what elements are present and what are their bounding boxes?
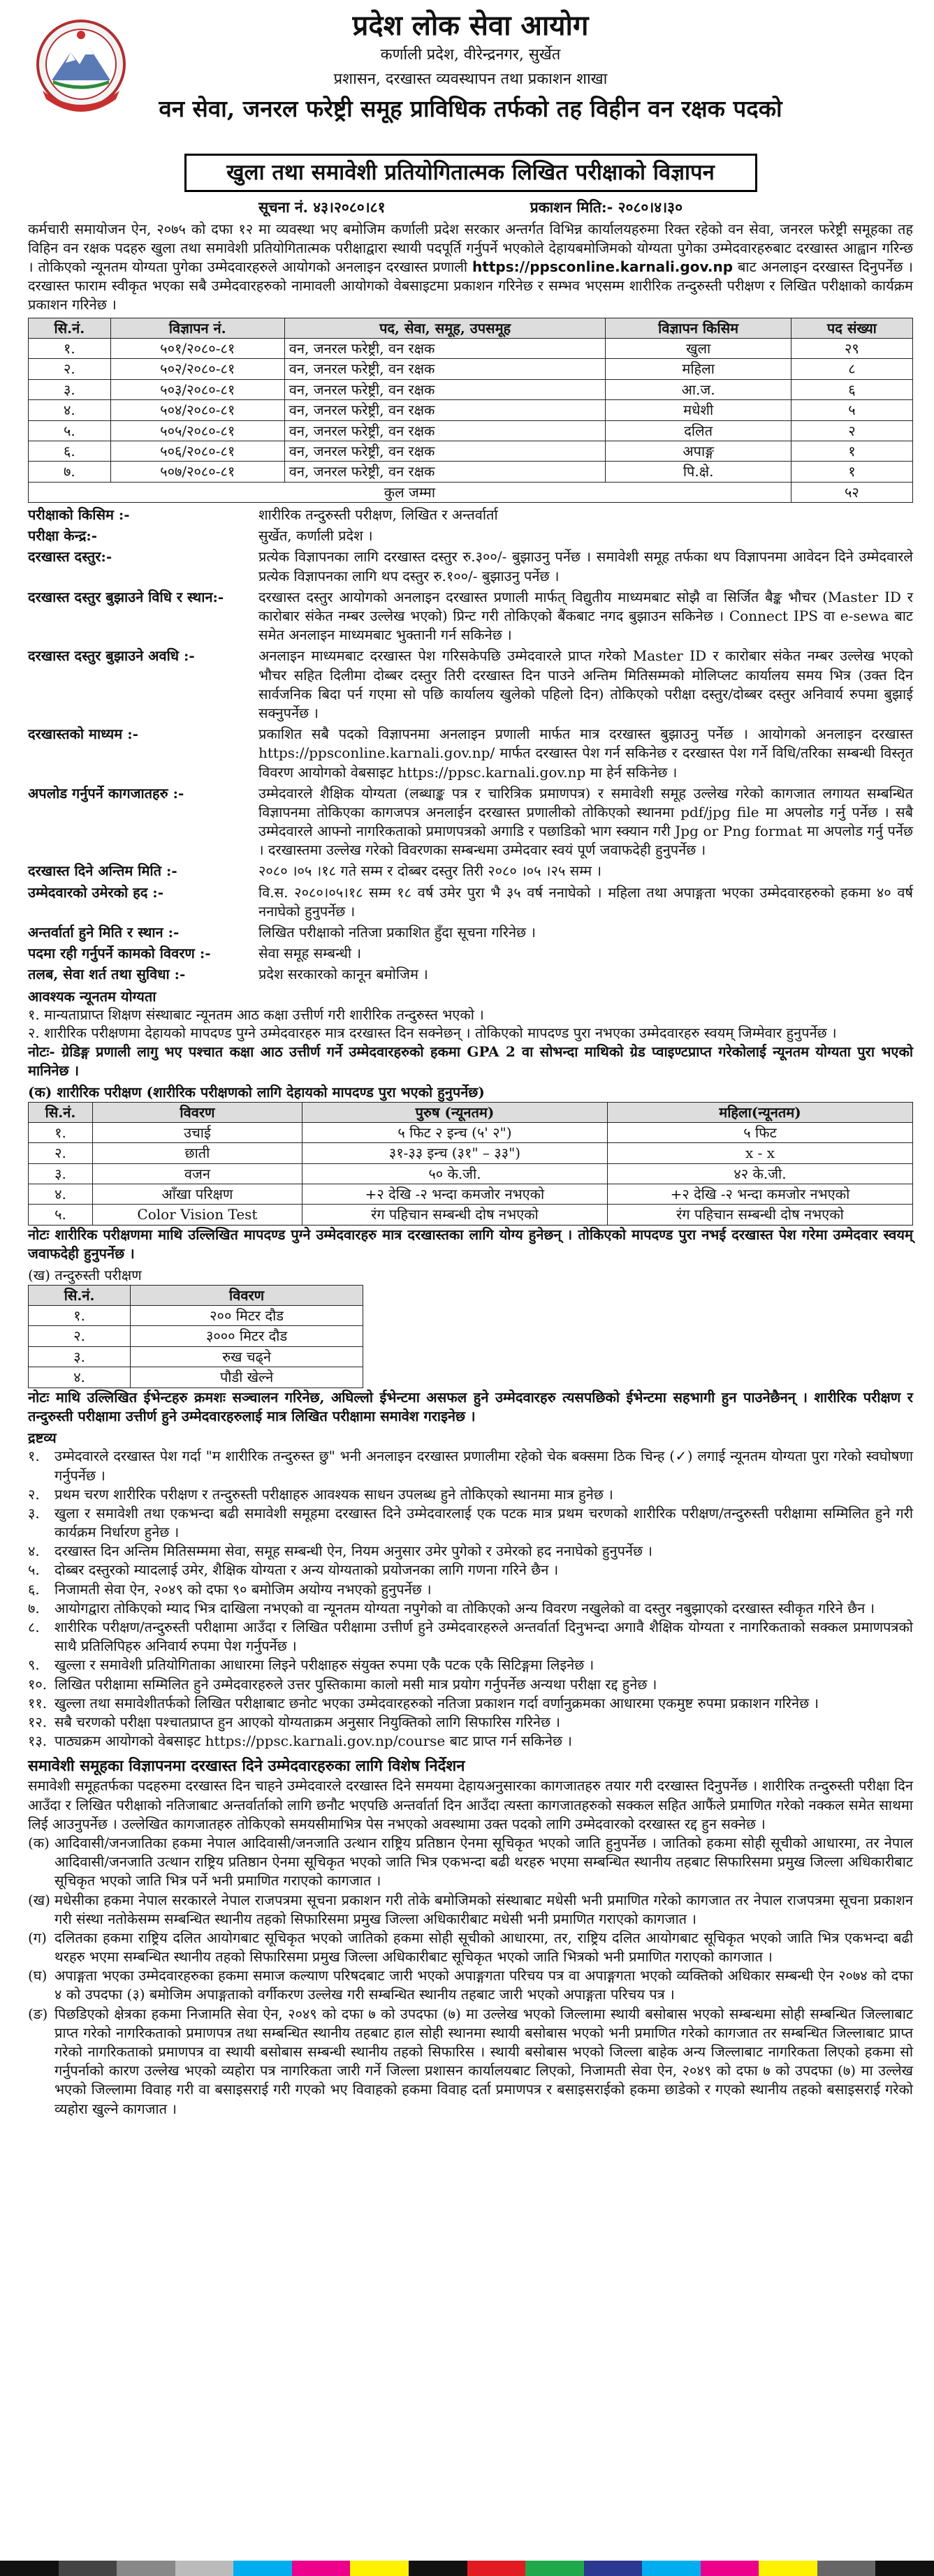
- detail-row: [28, 923, 913, 942]
- detail-label: तलब, सेवा शर्त तथा सुविधा :-: [28, 966, 186, 983]
- detail-label: अन्तर्वार्ता हुने मिति र स्थान :-: [28, 924, 180, 941]
- table-row: [29, 1163, 913, 1184]
- detail-value: लिखित परीक्षाको नतिजा प्रकाशित हुँदा सूचना गरिनेछ ।: [258, 924, 537, 941]
- table-cell: १: [791, 462, 912, 482]
- table-cell: ४.: [29, 400, 111, 420]
- table-cell: आ.ज.: [606, 379, 791, 399]
- table-row: [29, 1346, 363, 1367]
- details-list: [28, 506, 913, 985]
- table-row: [29, 1326, 363, 1346]
- intro-text-2: बाट अनलाइन दरखास्त दिनुपर्नेछ । दरखास्त फाराम स्वीकृत भएका सबै उम्मेदवारहरुको नामावली आयोगको वेबसाइटमा प्रकाशन गरिनेछ र सम्भव भएसम्म शारीरिक तन्दुरुस्ती परीक्षण र लिखित परीक्षाको कार्यक्रम प्रकाशन गरिनेछ ।: [28, 258, 914, 314]
- list-text: खुल्ला र समावेशी प्रतियोगिताका आधारमा लिइने परीक्षाहरु संयुक्त रुपमा एकै पटक एकै सिटिङ्गमा लिइनेछ ।: [54, 1656, 594, 1674]
- table-row: [29, 462, 913, 482]
- table-cell: ३.: [29, 1163, 93, 1184]
- list-text: शारीरिक परीक्षण/तन्दुरुस्ती परीक्षामा आउँदा र लिखित परीक्षामा उत्तीर्ण हुने उम्मेदवारहरुले अन्तर्वार्ता दिनुभन्दा अगावै शैक्षिक योग्यता र नागरिकताको सक्कल प्रमाणपत्रको साथै प्रतिलिपिहरु अनिवार्य रुपमा पेश गर्नुपर्नेछ ।: [54, 1619, 913, 1655]
- table-row: [29, 379, 913, 399]
- list-text: प्रथम चरण शारीरिक परीक्षण र तन्दुरुस्ती परीक्षाहरु आवश्यक साधन उपलब्ध हुने तोकिएको स्थानमा मात्र हुनेछ ।: [54, 1485, 613, 1503]
- detail-row: [28, 965, 913, 984]
- table-cell: रंग पहिचान सम्बन्धी दोष नभएको: [302, 1205, 607, 1225]
- table-cell: Color Vision Test: [92, 1205, 302, 1225]
- list-text: सबै चरणको परीक्षा पश्चातप्राप्त हुन आएको योग्यताक्रम अनुसार नियुक्तिको लागि सिफारिस गरिनेछ ।: [54, 1713, 560, 1730]
- table-cell: ३१-३३ इन्च (३१" – ३३"): [302, 1143, 607, 1163]
- detail-row: [28, 944, 913, 963]
- table-row: [29, 338, 913, 358]
- list-text: उम्मेदवारले दरखास्त पेश गर्दा "म शारीरिक तन्दुरुस्त छु" भनी अनलाइन दरखास्त प्रणालीमा रहेको चेक बक्समा ठिक चिन्ह (✓) लगाई न्यूनतम योग्यता पुरा गरेको स्वघोषणा गर्नुपर्नेछ ।: [54, 1448, 913, 1484]
- list-number: ३.: [28, 1504, 40, 1522]
- detail-row: [28, 725, 913, 782]
- column-header: सि.नं.: [29, 1102, 93, 1122]
- table-cell: वजन: [92, 1163, 302, 1184]
- detail-label: दरखास्त दस्तुर बुझाउने अवधि :-: [28, 647, 195, 665]
- table-cell: २.: [29, 359, 111, 379]
- detail-value: प्रकाशित सबै पदको विज्ञापनमा अनलाइन प्रणाली मार्फत मात्र दरखास्त बुझाउनु पर्नेछ । आयोगको अनलाइन दरखास्त https://ppsconline.karnali.gov.np/ मार्फत दरखास्त पेश गर्न सकिनेछ र दरखास्त पेश गर्ने विधि/तरिका सम्बन्धी विस्तृत विवरण आयोगको वेबसाइट https://ppsc.karnali.gov.np मा हेर्न सकिनेछ ।: [258, 726, 913, 781]
- list-number: (क): [28, 1834, 50, 1851]
- list-number: १.: [28, 1448, 40, 1465]
- table-cell: ४.: [29, 1184, 93, 1205]
- list-number: (ख): [28, 1891, 50, 1908]
- column-header: विज्ञापन नं.: [110, 318, 284, 338]
- table-cell: ५: [791, 400, 912, 420]
- table-row: [29, 1306, 363, 1326]
- table-cell: १: [791, 441, 912, 461]
- list-item: [28, 1485, 913, 1504]
- table-cell: २.: [29, 1143, 93, 1163]
- table-row: [29, 400, 913, 420]
- list-text: पिछडिएको क्षेत्रका हकमा निजामति सेवा ऐन, २०४९ को दफा ७ को उपदफा (७) मा उल्लेख भएको जिल्लामा स्थायी बसोबास भएको सम्बन्धमा सोही सम्बन्धित जिल्लाबाट प्राप्त गरेको नागरिकताको प्रमाणपत्र तथा सम्बन्धित स्थानीय तहबाट हाल सोही स्थानमा स्थायी बसोबास भएको भनी प्रमाणित गरेको कागजात तर सम्बन्धित जिल्लाबाट प्राप्त गरेको नागरिकताको प्रमाणपत्र वा स्थायी बसोबास सम्बन्धी स्थानीय तहको सिफारिस । स्थायी बसोबास भएको जिल्ला बाहेक अन्य जिल्लाबाट नागरिकता लिएको हकमा सो गर्नुपर्नाको कारण उल्लेख भएको व्यहोरा पत्र नागरिकता जारी गर्ने जिल्ला प्रशासन कार्यालयबाट लिएको, निजामती सेवा ऐन, २०४९ को दफा ७ को उपदफा (७) मा उल्लेख भएको जिल्लामा विवाह गरी वा बसाइसराई गरी गएको भए विवाहको हकमा विवाह दर्ता प्रमाणपत्र र बसाइसराईको हकमा छाडेको र गएको स्थानीय तहको बसाइसराई गरेको व्यहोरा खुल्ने कागजात ।: [54, 2005, 913, 2117]
- table-cell: वन, जनरल फरेष्ट्री, वन रक्षक: [284, 420, 606, 441]
- list-text: पाठ्यक्रम आयोगको वेबसाइट https://ppsc.karnali.gov.np/course बाट प्राप्त गर्न सकिनेछ ।: [54, 1732, 572, 1750]
- detail-value: सेवा समूह सम्बन्धी ।: [258, 945, 362, 962]
- list-number: १०.: [28, 1675, 48, 1693]
- intro-text: कर्मचारी समायोजन ऐन, २०७५ को दफा १२ मा व्यवस्था भए बमोजिम कर्णाली प्रदेश सरकार अन्तर्गत विभिन्न कार्यालयहरुमा रिक्त रहेको वन सेवा, जनरल फरेष्ट्री समूहका तह विहिन वन रक्षक पदहरु खुला तथा समावेशी प्रतियोगितात्मक परीक्षाद्वारा स्थायी पदपूर्ति गर्नुपर्ने भएकोले देहायबमोजिमको योग्यता पुगेका उम्मेदवारहरुबाट दरखास्त आह्वान गरिन्छ । तोकिएको न्यूनतम योग्यता पुगेका उम्मेदवारहरुले आयोगको अनलाइन दरखास्त प्रणाली: [28, 220, 913, 275]
- table-cell: अपाङ्ग: [606, 441, 791, 461]
- detail-label: उम्मेदवारको उमेरको हद :-: [28, 883, 163, 901]
- min-qualification-title: आवश्यक न्यूनतम योग्यता: [28, 987, 156, 1005]
- list-text: निजामती सेवा ऐन, २०४९ को दफा ९० बमोजिम अयोग्य नभएको हुनुपर्नेछ ।: [54, 1580, 432, 1598]
- list-text: दरखास्त दिन अन्तिम मितिसम्ममा सेवा, समूह सम्बन्धी ऐन, नियम अनुसार उमेर पुगेको र उमेरको हद ननाघेको हुनुपर्नेछ ।: [54, 1543, 652, 1560]
- list-item: [28, 1504, 913, 1542]
- table-row: [29, 420, 913, 441]
- publication-date: प्रकाशन मिति:- २०८०।४।३०: [530, 198, 683, 216]
- detail-value: सुर्खेत, कर्णाली प्रदेश ।: [258, 527, 373, 545]
- branch-name: प्रशासन, दरखास्त व्यवस्थापन तथा प्रकाशन शाखा: [333, 71, 608, 89]
- list-item: [28, 1599, 913, 1618]
- table-cell: ५ फिट: [607, 1122, 912, 1142]
- fitness-test-table: [28, 1285, 363, 1388]
- list-text: खुला र समावेशी तथा एकभन्दा बढी समावेशी समूहमा दरखास्त दिने उम्मेदवारलाई एक पटक मात्र प्रथम चरणको शारीरिक परीक्षण/तन्दुरुस्ती परीक्षामा सम्मिलित हुने गरी कार्यक्रम निर्धारण हुनेछ ।: [54, 1504, 913, 1541]
- table-cell: ५०१/२०८०-८१: [110, 338, 284, 358]
- table-cell: ३.: [29, 1346, 131, 1367]
- table-cell: ५०५/२०८०-८१: [110, 420, 284, 441]
- detail-label: दरखास्तको माध्यम :-: [28, 726, 138, 743]
- qualification-item: २. शारीरिक परीक्षणमा देहायको मापदण्ड पुग्ने उम्मेदवारहरु मात्र दरखास्त दिन सक्नेछन् । तोकिएको मापदण्ड पुरा नभएका उम्मेदवारहरु स्वयम् जिम्मेवार हुनुपर्नेछ ।: [28, 1024, 837, 1042]
- detail-row: [28, 588, 913, 645]
- detail-label: दरखास्त दिने अन्तिम मिति :-: [28, 862, 177, 880]
- table-cell: दलित: [606, 420, 791, 441]
- list-text: अपाङ्गता भएका उम्मेदवारहरुका हकमा समाज कल्याण परिषदबाट जारी भएको अपाङ्गगता परिचय पत्र वा अपाङ्गगता भएको व्यक्तिको अधिकार सम्बन्धी ऐन २०७४ को दफा ४ को उपदफा (३) बमोजिम अपाङ्गताको वर्गीकरण उल्लेख गरी सम्बन्धित स्थानीय तहबाट जारी भएको अपाङ्गता परिचय पत्र ।: [54, 1967, 913, 2003]
- detail-value: दरखास्त दस्तुर आयोगको अनलाइन दरखास्त प्रणाली मार्फत् विद्युतीय माध्यमबाट सोझै वा सिर्जित बैङ्क भौचर (Master ID र कारोबार संकेत नम्बर उल्लेख भएको) प्रिन्ट गरी तोकिएको बैंकबाट नगद बुझाउन सकिनेछ । Connect IPS वा e-sewa बाट समेत अनलाइन माध्यमबाट भुक्तानी गर्न सकिनेछ ।: [258, 588, 913, 644]
- column-header: विवरण: [92, 1102, 302, 1122]
- list-number: १३.: [28, 1732, 48, 1750]
- table-cell: x - x: [607, 1143, 912, 1163]
- list-item: [28, 2005, 913, 2119]
- physical-test-title: (क) शारीरिक परीक्षण (शारीरिक परीक्षणको लागि देहायको मापदण्ड पुरा भएको हुनुपर्नेछ): [28, 1084, 485, 1101]
- table-row: [29, 1184, 913, 1205]
- list-text: मधेसीका हकमा नेपाल सरकारले नेपाल राजपत्रमा सूचना प्रकाशन गरी तोके बमोजिमको संस्थाबाट मधेसी भनी प्रमाणित गरेको कागजात तर नेपाल राजपत्रमा सूचना प्रकाशन गरी संस्था नतोकेसम्म सम्बन्धित स्थानीय तहको सिफारिसमा प्रमुख जिल्ला अधिकारीबाट मधेसी भनी प्रमाणित गराएको कागजात ।: [54, 1891, 913, 1927]
- detail-row: [28, 784, 913, 860]
- advertisement-banner: खुला तथा समावेशी प्रतियोगितात्मक लिखित परीक्षाको विज्ञापन: [184, 154, 757, 192]
- detail-value: अनलाइन माध्यमबाट दरखास्त पेश गरिसकेपछि उम्मेदवारले प्राप्त गरेको Master ID र कारोबार संकेत नम्बर उल्लेख भएको भौचर सहित दिलीमा दोब्बर दस्तुर तिरी दरखास्त दिन पाउने अन्तिम मितिसम्मको मोलिप्लट कार्यालय समय भित्र (उक्त दिन सार्वजनिक बिदा पर्न गएमा सो पछि कार्यालय खुलेको पहिलो दिन) तोकिएको परीक्षा दस्तुर/दोब्बर दस्तुर अनिवार्य रुपमा बुझाई सक्नुपर्नेछ ।: [258, 647, 913, 721]
- table-row: [29, 1122, 913, 1142]
- detail-value: वि.स. २०८०।०५।१८ सम्म १८ वर्ष उमेर पुरा भै ३५ वर्ष ननाघेको । महिला तथा अपाङ्गता भएका उम्मेदवारहरुको हकमा ४० वर्ष ननाघेको हुनुपर्नेछ ।: [258, 883, 913, 920]
- table-cell: पि.क्षे.: [606, 462, 791, 482]
- table-cell: ५०२/२०८०-८१: [110, 359, 284, 379]
- total-value: ५२: [791, 482, 912, 502]
- min-qualification-note: नोटः- ग्रेडिङ्ग प्रणाली लागु भए पश्चात कक्षा आठ उत्तीर्ण गर्ने उम्मेदवारहरुको हकमा GPA 2 वा सोभन्दा माथिको ग्रेड प्वाइण्टप्राप्त गरेकोलाई न्यूनतम योग्यता पुरा भएको मानिनेछ ।: [28, 1043, 913, 1079]
- total-row: [29, 482, 913, 502]
- header: [28, 10, 913, 149]
- list-item: [28, 1656, 913, 1675]
- table-cell: वन, जनरल फरेष्ट्री, वन रक्षक: [284, 379, 606, 399]
- table-cell: ६: [791, 379, 912, 399]
- table-cell: ७.: [29, 462, 111, 482]
- list-text: लिखित परीक्षामा सम्मिलित हुने उम्मेदवारहरुले उत्तर पुस्तिकामा कालो मसी मात्र प्रयोग गर्नुपर्नेछ अन्यथा परीक्षा रद्द हुनेछ ।: [54, 1675, 657, 1693]
- table-cell: ४.: [29, 1367, 131, 1388]
- table-cell: छाती: [92, 1143, 302, 1163]
- list-item: [28, 1929, 913, 1966]
- vacancy-table: [28, 318, 913, 503]
- table-cell: २०० मिटर दौड: [131, 1306, 363, 1326]
- list-text: खुल्ला तथा समावेशीतर्फको लिखित परीक्षाबाट छनोट भएका उम्मेदवारहरुको नतिजा प्रकाशन गर्दा वर्णानुक्रमका आधारमा एकमुष्ट रुपमा प्रकाशन गरिनेछ ।: [54, 1694, 819, 1712]
- table-cell: वन, जनरल फरेष्ट्री, वन रक्षक: [284, 441, 606, 461]
- column-header: पद, सेवा, समूह, उपसमूह: [284, 318, 606, 338]
- list-item: [28, 1618, 913, 1656]
- table-cell: ५.: [29, 420, 111, 441]
- list-item: [28, 1675, 913, 1694]
- detail-value: शारीरिक तन्दुरुस्ती परीक्षण, लिखित र अन्तर्वार्ता: [258, 506, 498, 524]
- table-row: [29, 1143, 913, 1163]
- table-cell: ५.: [29, 1205, 93, 1225]
- list-item: [28, 1542, 913, 1561]
- column-header: विज्ञापन किसिम: [606, 318, 791, 338]
- list-number: ९.: [28, 1656, 40, 1674]
- table-cell: +२ देखि -२ भन्दा कमजोर नभएको: [607, 1184, 912, 1205]
- notice-number: सूचना नं. ४३।२०८०।८१: [258, 198, 386, 216]
- table-cell: १.: [29, 1122, 93, 1142]
- table-cell: १.: [29, 1306, 131, 1326]
- table-cell: ५०७/२०८०-८१: [110, 462, 284, 482]
- list-item: [28, 1732, 913, 1751]
- table-cell: ५०६/२०८०-८१: [110, 441, 284, 461]
- column-header: पद संख्या: [791, 318, 912, 338]
- list-number: (ङ): [28, 2005, 48, 2022]
- list-number: ५.: [28, 1561, 40, 1579]
- column-header: पुरुष (न्यूनतम): [302, 1102, 607, 1122]
- detail-row: [28, 883, 913, 921]
- table-cell: उचाई: [92, 1122, 302, 1142]
- list-number: (ग): [28, 1929, 47, 1946]
- table-cell: वन, जनरल फरेष्ट्री, वन रक्षक: [284, 462, 606, 482]
- table-cell: ५० के.जी.: [302, 1163, 607, 1184]
- table-cell: ५०४/२०८०-८१: [110, 400, 284, 420]
- table-cell: मधेशी: [606, 400, 791, 420]
- table-cell: वन, जनरल फरेष्ट्री, वन रक्षक: [284, 359, 606, 379]
- table-cell: वन, जनरल फरेष्ट्री, वन रक्षक: [284, 338, 606, 358]
- detail-row: [28, 547, 913, 585]
- fitness-test-title: (ख) तन्दुरुस्ती परीक्षण: [28, 1267, 142, 1284]
- list-number: ११.: [28, 1694, 48, 1712]
- qualification-item: १. मान्यताप्राप्त शिक्षण संस्थाबाट न्यूनतम आठ कक्षा उत्तीर्ण गरी शारीरिक तन्दुरुस्त भएको ।: [28, 1006, 484, 1023]
- detail-value: प्रत्येक विज्ञापनका लागि दरखास्त दस्तुर रु.३००/- बुझाउनु पर्नेछ । समावेशी समूह तर्फका थप विज्ञापनमा आवेदन दिने उम्मेदवारले प्रत्येक विज्ञापनका लागि थप दस्तुर रु.१००/- बुझाउनु पर्नेछ ।: [258, 548, 913, 584]
- list-item: [28, 1561, 913, 1580]
- list-item: [28, 1580, 913, 1599]
- list-item: [28, 1694, 913, 1713]
- table-cell: १.: [29, 338, 111, 358]
- inclusive-list: [28, 1834, 913, 2119]
- list-item: [28, 1834, 913, 1891]
- table-cell: महिला: [606, 359, 791, 379]
- list-text: आयोगद्वारा तोकिएको म्याद भित्र दाखिला नभएको वा न्यूनतम योग्यता नपुगेको वा तोकिएको अन्य विवरण नखुलेको वा दस्तुर नबुझाएको दरखास्त स्वीकृत गरिने छैन ।: [54, 1599, 875, 1617]
- total-label: कुल जम्मा: [29, 482, 791, 502]
- min-qualification-list: [28, 1006, 913, 1043]
- list-number: ७.: [28, 1599, 40, 1617]
- table-row: [29, 359, 913, 379]
- list-number: ८.: [28, 1619, 40, 1636]
- table-cell: रंग पहिचान सम्बन्धी दोष नभएको: [607, 1205, 912, 1225]
- detail-value: २०८० ।०५ ।१८ गते सम्म र दोब्बर दस्तुर तिरी २०८० ।०५ ।२५ सम्म ।: [258, 862, 602, 880]
- table-cell: २९: [791, 338, 912, 358]
- table-cell: रुख चढ्ने: [131, 1346, 363, 1367]
- physical-test-table: [28, 1102, 913, 1226]
- organization-address: कर्णाली प्रदेश, वीरेन्द्रनगर, सुर्खेत: [380, 46, 561, 64]
- inclusive-intro: समावेशी समूहतर्फका पदहरुमा दरखास्त दिन चाहने उम्मेदवारले दरखास्त दिने समयमा देहायअनुसारका कागजातहरु तयार गरी दरखास्त दिनुपर्नेछ । शारीरिक तन्दुरुस्ती परीक्षा दिन आउँदा र लिखित परीक्षाको नतिजाबाट अन्तर्वार्ताको लागि छनौट भएपछि अन्तर्वार्ता दिन आउँदा त्यस्ता कागजातहरुको सक्कल सहित आफैंले प्रमाणित गरेको नक्कल समेत साथमा लिई आउनुपर्नेछ । उल्लेखित कागजातहरु तोकिएको समयसीमाभित्र पेस नभएको अवस्थामा उक्त पदको लागि उम्मेदवारको दरखास्त रद्द हुन सक्नेछ ।: [28, 1777, 913, 1832]
- notes-title: द्रष्टव्य: [28, 1429, 57, 1446]
- inclusive-title: समावेशी समूहका विज्ञापनमा दरखास्त दिने उम्मेदवारहरुका लागि विशेष निर्देशन: [28, 1757, 465, 1776]
- table-cell: ५ फिट २ इन्च (५' २"): [302, 1122, 607, 1142]
- column-header: विवरण: [131, 1285, 363, 1305]
- table-cell: २: [791, 420, 912, 441]
- column-header: सि.नं.: [29, 318, 111, 338]
- list-text: दलितका हकमा राष्ट्रिय दलित आयोगबाट सूचिकृत भएको जातिको हकमा सोही सूचीको आधारमा, तर, राष्ट्रिय दलित आयोगबाट सूचिकृत भएको जाति भित्र एकभन्दा बढी थरहरु भएमा सम्बन्धित स्थानीय तहको सिफारिसमा प्रमुख जिल्ला अधिकारीबाट सूचिकृत भएको जाति भित्रको भनी प्रमाणित गराएको कागजात ।: [54, 1929, 913, 1966]
- list-number: १२.: [28, 1713, 48, 1730]
- intro-paragraph: [28, 220, 913, 315]
- table-cell: खुला: [606, 338, 791, 358]
- detail-row: [28, 506, 913, 524]
- print-color-bar: [0, 2561, 934, 2576]
- list-item: [28, 1891, 913, 1929]
- column-header: महिला(न्यूनतम): [607, 1102, 912, 1122]
- table-cell: पौडी खेल्ने: [131, 1367, 363, 1388]
- table-cell: ८: [791, 359, 912, 379]
- detail-label: दरखास्त दस्तुर:-: [28, 548, 112, 566]
- table-cell: २.: [29, 1326, 131, 1346]
- detail-label: अपलोड गर्नुपर्ने कागजातहरु :-: [28, 784, 184, 802]
- table-row: [29, 1367, 363, 1388]
- fitness-test-note: नोटः माथि उल्लिखित ईभेन्टहरु क्रमशः सञ्चालन गरिनेछ, अघिल्लो ईभेन्टमा असफल हुने उम्मेदवारहरु त्यसपछिको ईभेन्टमा सहभागी हुन पाउनेछैनन् । शारीरिक परीक्षण र तन्दुरुस्ती परीक्षामा उत्तीर्ण हुने उम्मेदवारहरुलाई मात्र लिखित परीक्षामा समावेश गराइनेछ ।: [28, 1388, 913, 1425]
- list-number: २.: [28, 1485, 40, 1503]
- table-cell: ३००० मिटर दौड: [131, 1326, 363, 1346]
- physical-test-note: नोटः शारीरिक परीक्षणमा माथि उल्लिखित मापदण्ड पुग्ने उम्मेदवारहरु मात्र दरखास्तका लागि योग्य हुनेछन् । तोकिएको मापदण्ड पुरा नभई दरखास्त पेश गरेमा उम्मेदवार स्वयम् जवाफदेही हुनुपर्नेछ ।: [28, 1226, 913, 1263]
- notice-row: [28, 192, 913, 220]
- list-item: [28, 1713, 913, 1732]
- notes-list: [28, 1447, 913, 1751]
- detail-row: [28, 647, 913, 723]
- table-cell: ३.: [29, 379, 111, 399]
- table-cell: आँखा परिक्षण: [92, 1184, 302, 1205]
- detail-row: [28, 862, 913, 881]
- online-portal-link[interactable]: https://ppsconline.karnali.gov.np: [472, 258, 734, 275]
- detail-value: उम्मेदवारले शैक्षिक योग्यता (लब्धाङ्क पत्र र चारित्रिक प्रमाणपत्र) र समावेशी समूह उल्लेख गरेको कागजात लगायत सम्बन्धित विज्ञापनमा तोकिएका कागजपत्र अनलाईन दरखास्त प्रणालीको तोकिएको स्थानमा pdf/jpg file मा अपलोड गर्नु पर्नेछ । सबै उम्मेदवारले आफ्नो नागरिकताको प्रमाणपत्रको अगाडि र पछाडिको भाग स्क्यान गरी Jpg or Png format मा अपलोड गर्नु पर्नेछ । दरखास्तमा उल्लेख गरेको विवरणका सम्बन्धमा उम्मेदवार स्वयं पूर्ण जवाफदेही हुनुपर्नेछ ।: [258, 784, 913, 859]
- table-cell: वन, जनरल फरेष्ट्री, वन रक्षक: [284, 400, 606, 420]
- table-cell: +२ देखि -२ भन्दा कमजोर नभएको: [302, 1184, 607, 1205]
- detail-row: [28, 527, 913, 545]
- detail-label: परीक्षाको किसिम :-: [28, 506, 130, 524]
- list-number: ४.: [28, 1543, 40, 1560]
- list-number: ६.: [28, 1580, 40, 1598]
- advertisement-title: वन सेवा, जनरल फरेष्ट्री समूह प्राविधिक तर्फको तह विहीन वन रक्षक पदको: [159, 95, 782, 123]
- list-text: आदिवासी/जनजातिका हकमा नेपाल आदिवासी/जनजाति उत्थान राष्ट्रिय प्रतिष्ठान ऐनमा सूचिकृत भएको जाति हुनुपर्नेछ । जातिको हकमा सोही सूचीको आधारमा, तर नेपाल आदिवासी/जनजाति उत्थान राष्ट्रिय प्रतिष्ठान ऐनमा सूचिकृत भएको जाति भित्र एकभन्दा बढी थरहरु भएमा सम्बन्धित स्थानीय तहबाट सिफारिसमा प्रमुख जिल्ला अधिकारीबाट सूचिकृत भएको जाति भित्र पर्ने भनी प्रमाणित गराएको कागजात ।: [54, 1834, 913, 1890]
- list-number: (घ): [28, 1967, 48, 1985]
- table-cell: ४२ के.जी.: [607, 1163, 912, 1184]
- table-cell: ५०३/२०८०-८१: [110, 379, 284, 399]
- list-text: दोब्बर दस्तुरको म्यादलाई उमेर, शैक्षिक योग्यता र अन्य योग्यताको प्रयोजनका लागि गणना गरिने छैन ।: [54, 1561, 559, 1579]
- table-row: [29, 441, 913, 461]
- detail-label: दरखास्त दस्तुर बुझाउने विधि र स्थान:-: [28, 588, 224, 605]
- list-item: [28, 1966, 913, 2004]
- table-cell: ६.: [29, 441, 111, 461]
- organization-name: प्रदेश लोक सेवा आयोग: [352, 9, 589, 42]
- detail-value: प्रदेश सरकारको कानून बमोजिम ।: [258, 966, 428, 983]
- list-item: [28, 1447, 913, 1485]
- table-row: [29, 1205, 913, 1225]
- detail-label: परीक्षा केन्द्र:-: [28, 527, 98, 545]
- detail-label: पदमा रही गर्नुपर्ने कामको विवरण :-: [28, 945, 211, 962]
- column-header: सि.नं.: [29, 1285, 131, 1305]
